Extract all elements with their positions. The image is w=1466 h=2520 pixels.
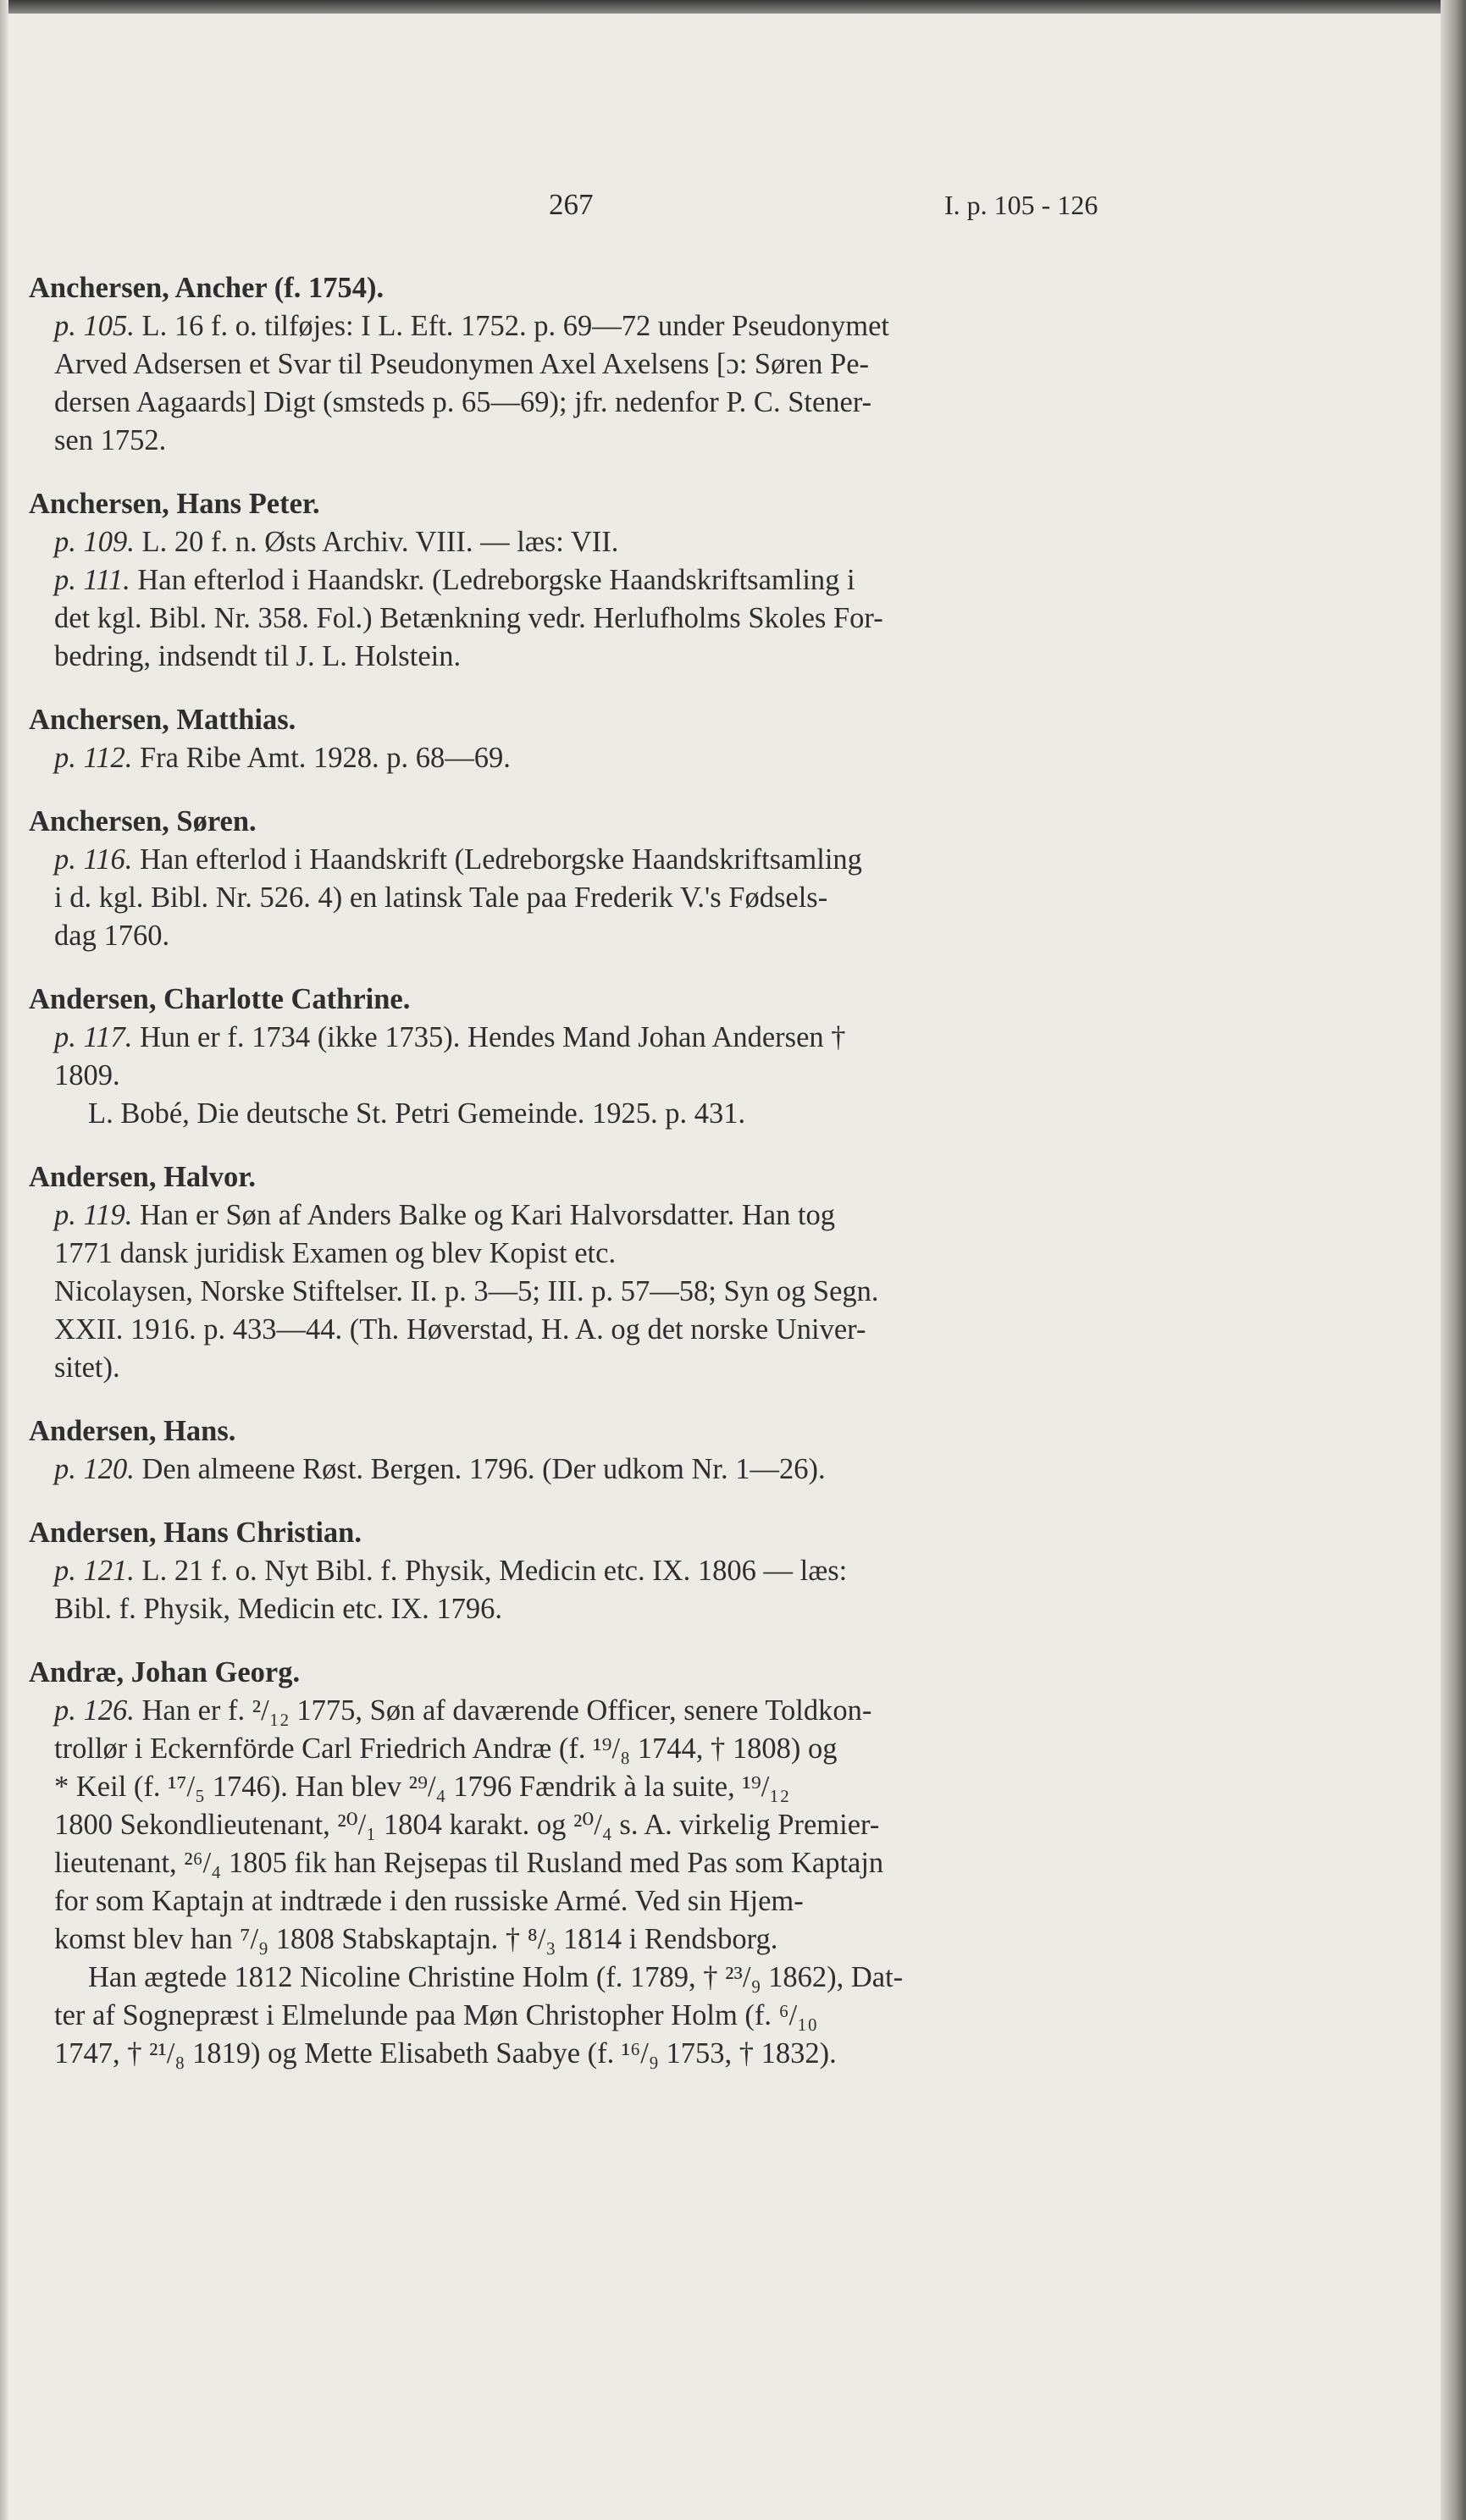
entry-text: i d. kgl. Bibl. Nr. 526. 4) en latinsk Tale paa Frederik V.'s Fødsels- — [54, 881, 828, 914]
entry-text: L. 20 f. n. Østs Archiv. VIII. — læs: VII. — [134, 526, 619, 558]
entry — [29, 1412, 1130, 1489]
entry-text: Arved Adsersen et Svar til Pseudonymen Axel Axelsens [ɔ: Søren Pe- — [54, 348, 870, 380]
entry-name: Andersen, Hans. — [29, 1415, 236, 1447]
entry-text: lieutenant, ²⁶/₄ 1805 fik han Rejsepas til Rusland med Pas som Kaptajn — [54, 1847, 884, 1879]
entry-text: for som Kaptajn at indtræde i den russiske Armé. Ved sin Hjem- — [54, 1885, 804, 1917]
entry-line — [29, 384, 1130, 422]
entry-line — [29, 1273, 1130, 1311]
page-reference: p. 109. — [54, 526, 135, 558]
entry-line — [29, 561, 1130, 600]
entry-text: sitet). — [54, 1351, 120, 1384]
entry-line — [29, 638, 1130, 676]
entry-text: L. 16 f. o. tilføjes: I L. Eft. 1752. p. 69—72 under Pseudonymet — [134, 310, 890, 342]
entry-text: Han efterlod i Haandskrift (Ledreborgske Haandskriftsamling — [132, 843, 862, 876]
entry-line — [29, 1235, 1130, 1273]
entry-text: bedring, indsendt til J. L. Holstein. — [54, 640, 462, 672]
page-reference: p. 116. — [54, 843, 133, 876]
entry-line — [29, 422, 1130, 460]
page-reference: p. 121. — [54, 1555, 135, 1587]
page-number: 267 — [549, 188, 594, 221]
entry-text: det kgl. Bibl. Nr. 358. Fol.) Betænkning vedr. Herlufholms Skoles For- — [54, 602, 883, 634]
entry-line — [29, 523, 1130, 561]
page-reference: p. 112. — [54, 742, 133, 774]
entry-line — [29, 1920, 1130, 1959]
scan-right-edge — [1441, 0, 1466, 2520]
entry-name: Andersen, Charlotte Cathrine. — [29, 983, 411, 1015]
page-header — [0, 188, 1466, 230]
entry-line — [29, 1590, 1130, 1628]
entry-line — [29, 1730, 1130, 1768]
entry-text: Fra Ribe Amt. 1928. p. 68—69. — [132, 742, 511, 774]
entry-text: Han er f. ²/₁₂ 1775, Søn af daværende Officer, senere Toldkon- — [134, 1694, 872, 1727]
entry-text: L. 21 f. o. Nyt Bibl. f. Physik, Medicin etc. IX. 1806 — læs: — [134, 1555, 848, 1587]
entry-line — [29, 841, 1130, 879]
entry-name: Andræ, Johan Georg. — [29, 1656, 301, 1688]
entry-text: XXII. 1916. p. 433—44. (Th. Høverstad, H. A. og det norske Univer- — [54, 1313, 866, 1346]
page-range: I. p. 105 - 126 — [944, 190, 1098, 220]
entry-line — [29, 1844, 1130, 1882]
entry-line — [29, 2035, 1130, 2073]
entry-text: Hun er f. 1734 (ikke 1735). Hendes Mand Johan Andersen † — [132, 1021, 846, 1053]
entry-text: Han efterlod i Haandskr. (Ledreborgske Haandskriftsamling i — [130, 564, 855, 596]
entry-text: trollør i Eckernförde Carl Friedrich Andræ (f. ¹⁹/₈ 1744, † 1808) og — [54, 1732, 838, 1765]
entry-line — [29, 1882, 1130, 1920]
entry-line — [29, 1451, 1130, 1489]
entry-line — [29, 879, 1130, 917]
entry-line — [29, 1959, 1130, 1997]
entry-line — [29, 1806, 1130, 1844]
entry-line — [29, 1997, 1130, 2035]
entry-text: Han er Søn af Anders Balke og Kari Halvorsdatter. Han tog — [132, 1199, 836, 1231]
entry-line — [29, 345, 1130, 384]
entry-line — [29, 307, 1130, 345]
entry-text: * Keil (f. ¹⁷/₅ 1746). Han blev ²⁹/₄ 1796 Fændrik à la suite, ¹⁹/₁₂ — [54, 1771, 790, 1803]
entry-text: sen 1752. — [54, 424, 167, 456]
entry-line — [29, 1692, 1130, 1730]
entry-name: Anchersen, Matthias. — [29, 704, 296, 736]
entry-text: L. Bobé, Die deutsche St. Petri Gemeinde. 1925. p. 431. — [88, 1097, 746, 1130]
entry-line — [29, 1349, 1130, 1387]
entry-text: ter af Sognepræst i Elmelunde paa Møn Christopher Holm (f. ⁶/₁₀ — [54, 1999, 818, 2031]
entry-line — [29, 1768, 1130, 1806]
page-reference: p. 126. — [54, 1694, 135, 1727]
scan-left-edge — [0, 0, 8, 2520]
entry — [29, 1514, 1130, 1628]
page-reference: p. 120. — [54, 1453, 135, 1485]
entry-text: Han ægtede 1812 Nicoline Christine Holm (f. 1789, † ²³/₉ 1862), Dat- — [88, 1961, 904, 1993]
entry-line — [29, 1019, 1130, 1057]
entry-name: Anchersen, Hans Peter. — [29, 488, 320, 520]
entry-name: Andersen, Hans Christian. — [29, 1517, 362, 1549]
entry — [29, 1158, 1130, 1387]
entry-text: dag 1760. — [54, 920, 170, 952]
entry-line — [29, 1311, 1130, 1349]
page-reference: p. 105. — [54, 310, 135, 342]
entry-line — [29, 1095, 1130, 1133]
entry-line — [29, 1196, 1130, 1235]
entry — [29, 1654, 1130, 2073]
entry-text: Den almeene Røst. Bergen. 1796. (Der udkom Nr. 1—26). — [134, 1453, 826, 1485]
entry-text: 1747, † ²¹/₈ 1819) og Mette Elisabeth Saabye (f. ¹⁶/₉ 1753, † 1832). — [54, 2037, 837, 2070]
entry-line — [29, 1552, 1130, 1590]
entry-text: Nicolaysen, Norske Stiftelser. II. p. 3—5; III. p. 57—58; Syn og Segn. — [54, 1275, 879, 1307]
entry-name: Anchersen, Ancher (f. 1754). — [29, 272, 384, 304]
entry-text: 1800 Sekondlieutenant, ²⁰/₁ 1804 karakt. og ²⁰/₄ s. A. virkelig Premier- — [54, 1809, 880, 1841]
page-reference: p. 111. — [54, 564, 130, 596]
entry — [29, 803, 1130, 955]
entry — [29, 269, 1130, 460]
entry-name: Anchersen, Søren. — [29, 805, 257, 837]
page-reference: p. 119. — [54, 1199, 133, 1231]
entry-line — [29, 739, 1130, 777]
entry-name: Andersen, Halvor. — [29, 1161, 257, 1193]
page-reference: p. 117. — [54, 1021, 133, 1053]
scan-top-edge — [0, 0, 1466, 14]
entry-line — [29, 1057, 1130, 1095]
entry — [29, 485, 1130, 676]
entry-text: 1809. — [54, 1059, 120, 1091]
entry-line — [29, 917, 1130, 955]
entry-text: dersen Aagaards] Digt (smsteds p. 65—69); jfr. nedenfor P. C. Stener- — [54, 386, 872, 418]
entry-line — [29, 600, 1130, 638]
entry-text: Bibl. f. Physik, Medicin etc. IX. 1796. — [54, 1593, 502, 1625]
entry-text: 1771 dansk juridisk Examen og blev Kopist etc. — [54, 1237, 617, 1269]
entry — [29, 701, 1130, 777]
entries-list — [29, 269, 1130, 2098]
entry — [29, 981, 1130, 1133]
entry-text: komst blev han ⁷/₉ 1808 Stabskaptajn. † ⁸/₃ 1814 i Rendsborg. — [54, 1923, 778, 1955]
